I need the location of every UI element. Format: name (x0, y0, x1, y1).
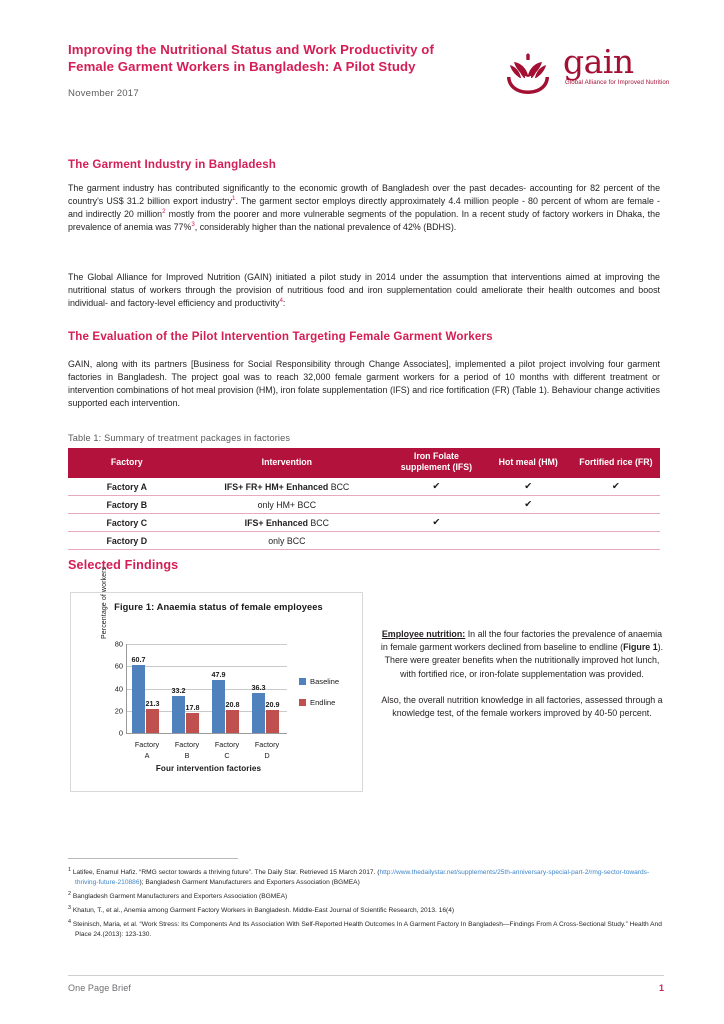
legend-swatch (299, 699, 306, 706)
footnote-number: 1 (68, 867, 71, 873)
check-icon: ✔ (524, 499, 533, 510)
col-header-hm: Hot meal (HM) (485, 448, 572, 478)
cell-factory: Factory B (68, 496, 186, 514)
col-header-ifs: Iron Folate supplement (IFS) (388, 448, 485, 478)
document-header (68, 42, 668, 132)
footer-separator (68, 975, 664, 976)
cell-factory: Factory A (68, 478, 186, 496)
footnote-ref-1: 1 (232, 194, 236, 202)
footnote-ref-3: 3 (191, 220, 195, 228)
table-caption: Table 1: Summary of treatment packages in factories (68, 433, 291, 443)
chart-y-tick-label: 80 (114, 639, 123, 649)
chart-y-tick-label: 40 (114, 684, 123, 693)
gain-leaf-bowl-icon (501, 51, 555, 95)
section-heading-garment-industry: The Garment Industry in Bangladesh (68, 158, 277, 171)
gain-p-part-b: : (282, 297, 286, 308)
cell-ifs (388, 496, 485, 514)
paragraph-gain-pilot (68, 271, 660, 310)
check-icon: ✔ (432, 481, 441, 492)
publication-date: November 2017 (68, 88, 139, 99)
paragraph-evaluation: GAIN, along with its partners [Business for Social Responsibility through Change Associates], implemented a pilot project involving four garment factories in Bangladesh. The project goal was to reach 32,000 female garment workers for a period of 10 months with different treatment or intervention combinations of hot meal provision (HM), iron folate supplementation (IFS) and rice fortification (FR) (Table 1). Behaviour change activities supported each intervention. (68, 359, 660, 408)
check-icon: ✔ (432, 517, 441, 528)
footnote-separator (68, 858, 238, 859)
chart-bar-baseline (172, 696, 185, 733)
chart-x-tick-label: Factory A (134, 740, 160, 760)
cell-hm (485, 532, 572, 550)
table-header-row (68, 448, 660, 478)
cell-hm (485, 496, 572, 514)
table-row (68, 514, 660, 532)
chart-x-axis-label: Four intervention factories (155, 764, 262, 773)
gain-tagline: Global Alliance for Improved Nutrition (565, 79, 670, 86)
footer-label: One Page Brief (68, 983, 131, 993)
gain-logo (493, 42, 670, 107)
chart-bar-endline (266, 710, 279, 733)
chart-x-tick-label: Factory D (254, 740, 280, 760)
findings-text-column (378, 628, 666, 733)
treatment-packages-table (68, 448, 660, 550)
chart-legend (299, 677, 339, 719)
table-row (68, 496, 660, 514)
chart-bar-baseline (252, 693, 265, 733)
gain-wordmark: gain (563, 42, 634, 81)
chart-x-tick-label: Factory B (174, 740, 200, 760)
table-row (68, 478, 660, 496)
cell-fr (572, 478, 660, 496)
cell-ifs (388, 514, 485, 532)
cell-fr (572, 532, 660, 550)
findings-p1-a: In all the four factories the prevalence of anaemia in female garment workers declined from baseline to endline ( (380, 629, 663, 653)
figure-1-reference: Figure 1 (623, 642, 658, 653)
table-row (68, 532, 660, 550)
legend-swatch (299, 678, 306, 685)
footnote-ref-4: 4 (279, 296, 283, 304)
chart-data-label: 21.3 (145, 699, 160, 709)
footnote-item: $^4$ Steinisch, Maria, et al. “Work Stress: Its Components And Its Association With Self-Reported Health Outcomes In A Garment Factory In Bangladesh—Findings From A Cross-Sectional Study.” Health And Place 24.(2013): 123-130. (68, 919, 662, 939)
footnote-ref-2: 2 (162, 207, 166, 215)
legend-item-endline (299, 698, 339, 707)
paragraph-garment-industry (68, 182, 660, 234)
chart-data-label: 20.8 (225, 699, 240, 709)
chart-bar-group (171, 644, 203, 760)
employee-nutrition-label: Employee nutrition: (381, 629, 466, 639)
cell-fr (572, 496, 660, 514)
page-number: 1 (658, 983, 664, 993)
anaemia-status-chart (70, 566, 363, 792)
chart-data-label: 47.9 (211, 669, 226, 679)
footnotes (68, 866, 664, 942)
footnote-item: $^2$ Bangladesh Garment Manufacturers and Exporters Association (BGMEA) (68, 890, 288, 901)
cell-intervention: only HM+ BCC (186, 496, 388, 514)
chart-bar-group (211, 644, 243, 760)
page-title: Improving the Nutritional Status and Work Productivity of Female Garment Workers in Bangladesh: A Pilot Study (68, 42, 434, 74)
footnote-item: $^1$ Latifee, Enamul Hafiz. “RMG sector towards a thriving future”. The Daily Star. Retrieved 15 March 2017. (http://www.thedailystar.net/supplements/25th-anniversary-special-part-2/rmg-sector-towards-thriving-future-210886); Bangladesh Garment Manufacturers and Exporters Association (BGMEA) (68, 867, 650, 886)
chart-bar-endline (186, 713, 199, 733)
garment-p1-part-c: mostly from the poorer and more vulnerable segments of the population. In a recent study of factory workers in Dhaka, the prevalence of anemia was 77% (68, 208, 661, 232)
col-header-fr: Fortified rice (FR) (572, 448, 660, 478)
chart-y-tick-label: 60 (114, 661, 123, 671)
col-header-intervention: Intervention (186, 448, 388, 478)
gain-p-part-a: The Global Alliance for Improved Nutrition (GAIN) initiated a pilot study in 2014 under the assumption that interventions aimed at improving the nutritional status of workers through the provision of nutritious food and iron supplementation could ameliorate their health outcomes and boost individual- and factory-level efficiency and productivity (68, 272, 660, 308)
legend-label: Endline (310, 698, 336, 707)
chart-title: Figure 1: Anaemia status of female employees (114, 602, 323, 612)
chart-y-tick-label: 0 (118, 728, 123, 738)
legend-label: Baseline (310, 677, 340, 686)
cell-intervention: only BCC (186, 532, 388, 550)
chart-bar-group (131, 644, 163, 760)
legend-item-baseline (299, 677, 339, 686)
chart-bar-endline (226, 710, 239, 733)
cell-factory: Factory D (68, 532, 186, 550)
findings-paragraph-2: Also, the overall nutrition knowledge in all factories, assessed through a knowledge test, of the female workers improved by 40-50 percent. (381, 694, 663, 719)
cell-intervention: IFS+ FR+ HM+ Enhanced BCC (186, 478, 388, 496)
cell-fr (572, 514, 660, 532)
garment-p1-part-d: , considerably higher than the national prevalence of 42% (BDHS). (194, 221, 457, 232)
cell-ifs (388, 532, 485, 550)
chart-plot-area (114, 639, 287, 760)
chart-bar-baseline (132, 665, 145, 733)
cell-hm (485, 514, 572, 532)
cell-factory: Factory C (68, 514, 186, 532)
footnote-item: $^3$ Khatun, T., et al., Anemia among Garment Factory Workers in Bangladesh. Middle-East Journal of Scientific Research, 2013. 16(4) (68, 905, 455, 915)
chart-data-label: 20.9 (265, 699, 280, 709)
chart-bar-baseline (212, 680, 225, 733)
findings-p1-b: ). There were greater benefits when the nutritionally improved hot lunch, with fortified rice, or iron-folate supplementation was provided. (384, 642, 664, 679)
section-heading-selected-findings: Selected Findings (68, 558, 179, 572)
chart-data-label: 36.3 (251, 682, 266, 692)
garment-p1-part-a: The garment industry has contributed significantly to the economic growth of Bangladesh over the past decades- accounting for 82 percent of the country's US$ 31.2 billion export industry (68, 183, 660, 206)
findings-paragraph-1 (378, 628, 666, 681)
chart-data-label: 60.7 (131, 655, 146, 665)
chart-bar-group (251, 644, 283, 760)
chart-data-label: 17.8 (185, 703, 200, 713)
chart-x-tick-label: Factory C (214, 740, 240, 760)
chart-data-label: 33.2 (171, 686, 186, 696)
intervention-emphasis: IFS+ Enhanced (244, 517, 308, 528)
footnote-number: 3 (68, 905, 71, 912)
cell-ifs (388, 478, 485, 496)
section-heading-evaluation: The Evaluation of the Pilot Intervention Targeting Female Garment Workers (68, 330, 493, 343)
col-header-factory: Factory (68, 448, 186, 478)
intervention-emphasis: IFS+ FR+ HM+ Enhanced (224, 481, 329, 492)
garment-p1-part-b: . The garment sector employs directly approximately 4.4 million people - 80 percent of whom are female - and indirectly 20 million (68, 195, 660, 219)
check-icon: ✔ (611, 481, 620, 492)
chart-y-axis-label: Percentage of workers (101, 566, 108, 639)
check-icon: ✔ (524, 481, 533, 492)
footnote-link[interactable]: http://www.thedailystar.net/supplements/25th-anniversary-special-part-2/rmg-sector-towards-thriving-future-210886 (75, 869, 650, 886)
cell-hm (485, 478, 572, 496)
footnote-number: 4 (68, 919, 71, 926)
footnote-number: 2 (68, 890, 71, 897)
cell-intervention: IFS+ Enhanced BCC (186, 514, 388, 532)
chart-y-tick-label: 20 (114, 706, 123, 716)
chart-bar-endline (146, 709, 159, 733)
